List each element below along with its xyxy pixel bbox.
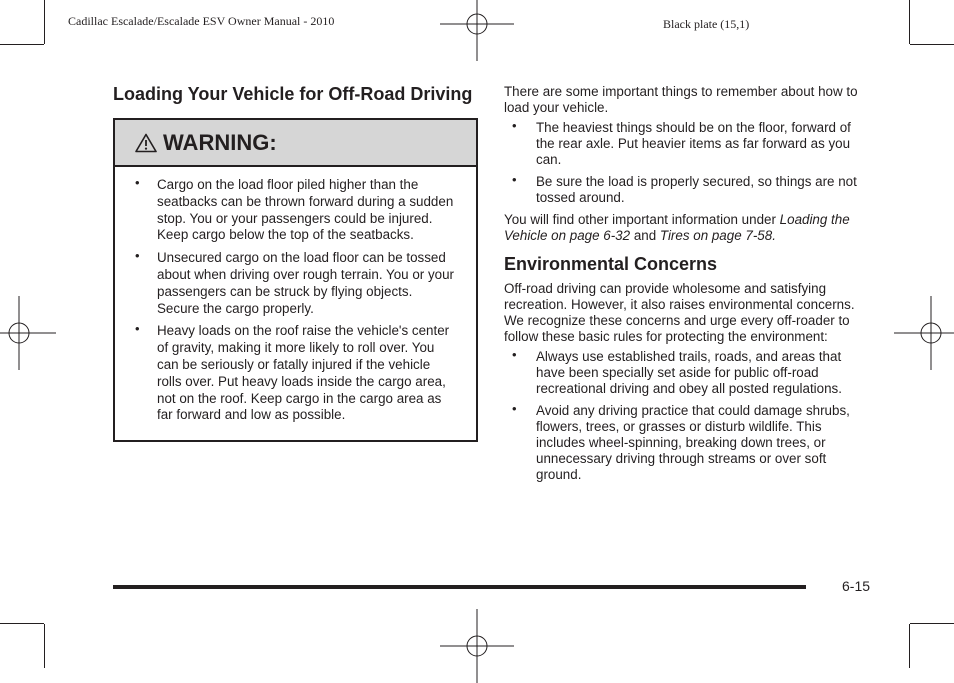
reference-and: and xyxy=(633,228,657,243)
list-item xyxy=(135,177,456,244)
list-item-text: Always use established trails, roads, and areas that have been specially set aside for public off-road recreational driving and obey all posted regulations. xyxy=(536,349,842,396)
list-item xyxy=(512,120,868,168)
registration-mark-icon xyxy=(440,609,514,683)
crop-mark xyxy=(910,44,954,45)
list-item-text: Cargo on the load floor piled higher than the seatbacks can be thrown forward during a sudden stop. You or your passengers could be injured. Keep cargo below the top of the seatbacks. xyxy=(157,177,454,243)
bullet-icon: • xyxy=(135,321,140,337)
list-item-text: Be sure the load is properly secured, so things are not tossed around. xyxy=(536,174,857,205)
crop-mark xyxy=(910,623,954,624)
page-number: 6-15 xyxy=(842,578,871,594)
crop-mark xyxy=(0,44,44,45)
reference-paragraph xyxy=(504,212,868,244)
registration-mark-icon xyxy=(440,0,514,61)
bullet-icon: • xyxy=(512,118,517,133)
section-heading-environmental: Environmental Concerns xyxy=(504,254,718,274)
footer-rule xyxy=(113,585,806,589)
crop-mark xyxy=(44,0,45,44)
crop-mark xyxy=(909,624,910,668)
section-heading-loading: Loading Your Vehicle for Off-Road Driving xyxy=(113,84,473,104)
reference-link-loading[interactable]: Loading the Vehicle on page 6-32 xyxy=(504,212,850,243)
list-item xyxy=(512,403,868,483)
warning-header xyxy=(115,120,476,167)
bullet-icon: • xyxy=(135,248,140,264)
warning-triangle-icon xyxy=(135,133,157,153)
crop-mark xyxy=(44,624,45,668)
reference-prefix: You will find other important information under xyxy=(504,212,776,227)
bullet-icon: • xyxy=(512,347,517,362)
list-item xyxy=(135,250,456,317)
bullet-icon: • xyxy=(512,172,517,187)
list-item-text: Avoid any driving practice that could damage shrubs, flowers, trees, or grasses or disturb wildlife. This includes wheel-spinning, breaking down trees, or unnecessary driving through streams or over soft ground. xyxy=(536,403,850,482)
list-item xyxy=(135,323,456,424)
registration-mark-icon xyxy=(894,296,954,370)
right-column xyxy=(504,84,868,489)
registration-mark-icon xyxy=(0,296,56,370)
crop-mark xyxy=(909,0,910,44)
environmental-list xyxy=(504,349,868,483)
manual-title: Cadillac Escalade/Escalade ESV Owner Manual - 2010 xyxy=(68,14,335,28)
reference-link-tires[interactable]: Tires on page 7-58 xyxy=(659,228,773,243)
bullet-icon: • xyxy=(512,401,517,416)
bullet-icon: • xyxy=(135,175,140,190)
environmental-paragraph: Off-road driving can provide wholesome and satisfying recreation. However, it also raises environmental concerns. We recognize these concerns and urge every off-roader to follow these basic rules for protecting the environment: xyxy=(504,281,855,344)
list-item xyxy=(512,349,868,397)
intro-paragraph: There are some important things to remember about how to load your vehicle. xyxy=(504,84,858,115)
left-column xyxy=(113,84,478,442)
warning-box xyxy=(113,118,478,442)
crop-mark xyxy=(0,623,44,624)
reference-end: . xyxy=(772,228,776,243)
load-list xyxy=(504,120,868,206)
list-item-text: Unsecured cargo on the load floor can be tossed about when driving over rough terrain. You or your passengers can be struck by flying objects. Secure the cargo properly. xyxy=(157,250,455,316)
list-item-text: Heavy loads on the roof raise the vehicle's center of gravity, making it more likely to roll over. You can be seriously or fatally injured if the vehicle rolls over. Put heavy loads inside the cargo area, not on the roof. Keep cargo in the cargo area as far forward and low as possible. xyxy=(157,323,450,423)
list-item xyxy=(512,174,868,206)
warning-body xyxy=(115,167,476,440)
warning-list xyxy=(135,177,456,424)
list-item-text: The heaviest things should be on the floor, forward of the rear axle. Put heavier items as far forward as you can. xyxy=(536,120,851,167)
warning-title: WARNING: xyxy=(163,129,277,155)
plate-label: Black plate (15,1) xyxy=(663,17,750,31)
